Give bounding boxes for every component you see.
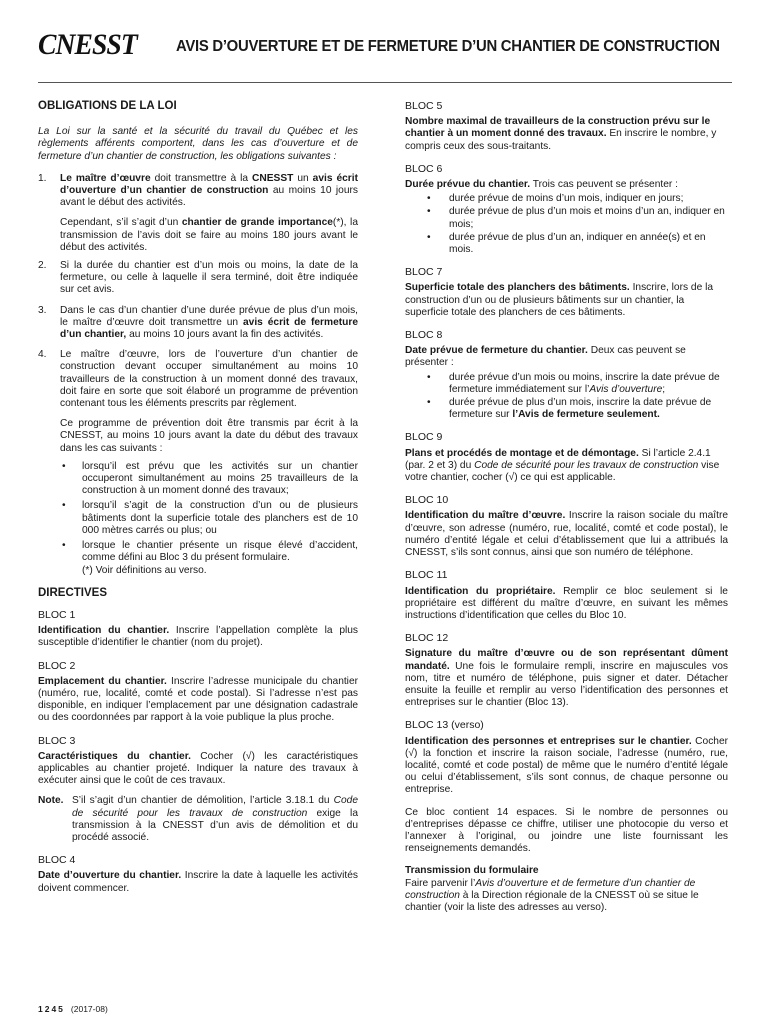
bloc-12-heading: BLOC 12 <box>405 632 449 645</box>
document-title: AVIS D’OUVERTURE ET DE FERMETURE D’UN CHANTIER DE CONSTRUCTION <box>176 38 720 55</box>
bloc-3-text: Caractéristiques du chantier. Cocher (√) les caractéristiques applicables au chantier projeté. Indiquer la nature des travaux à exécuter ainsi que le coût de ces travaux. <box>38 750 359 787</box>
bloc-7-heading: BLOC 7 <box>405 266 443 279</box>
obligation-item-1: 1. Le maître d’œuvre doit transmettre à la CNESST un avis écrit d’ouverture d’un chantier de construction au moins 10 jours avant le début des activités. <box>38 172 358 209</box>
bloc-10-text: Identification du maître d’œuvre. Inscrire la raison sociale du maître d’œuvre, son adresse (numéro, rue, localité, comté et code postal), le numéro d’entité légale et celui d’établissement que lui a attribués la CNESST, s’ils sont connus, ainsi que son numéro de téléphone. <box>405 510 728 559</box>
header-divider <box>38 82 732 83</box>
bloc-8-heading: BLOC 8 <box>405 329 443 342</box>
bloc-13-extra-text: Ce bloc contient 14 espaces. Si le nombre de personnes ou d’entreprises dépasse ce chiffre, utiliser une photocopie du verso et l’annexer à l’original, ou joindre une liste fournissant les renseignements demandés. <box>405 806 728 855</box>
list-item: • durée prévue d’un mois ou moins, inscrire la date prévue de fermeture immédiatement sur l’Avis d’ouverture; <box>427 371 720 395</box>
transmission-heading: Transmission du formulaire <box>405 865 539 877</box>
obligation-item-1-note: Cependant, s’il s’agit d’un chantier de grande importance(*), la transmission de l’avis doit se faire au moins 180 jours avant le début des activités. <box>60 217 358 253</box>
bloc-12-text: Signature du maître d’œuvre ou de son représentant dûment mandaté. Une fois le formulaire rempli, inscrire en majuscules vos nom, titre et numéro de téléphone, puis signer et dater. Détacher ensuite la feuille et remplir au verso l’identification des personnes et entreprises sur le chantier (Bloc 13). <box>405 648 728 709</box>
bloc-4-heading: BLOC 4 <box>38 854 76 867</box>
form-date: (2017-08) <box>70 1004 108 1014</box>
bloc-5-heading: BLOC 5 <box>405 100 443 112</box>
list-item: • durée prévue de moins d’un mois, indiquer en jours; <box>427 193 684 205</box>
list-item: • durée prévue de plus d’un an, indiquer en année(s) et en mois. <box>427 231 706 256</box>
bloc-7-text: Superficie totale des planchers des bâtiments. Inscrire, lors de la construction d’un ou de plusieurs bâtiments sur un chantier, la superficie totale des planchers de ces bâtiments. <box>405 282 713 318</box>
law-intro: La Loi sur la santé et la sécurité du travail du Québec et les règlements afférents comportent, dans les cas d’ouverture et de fermeture d’un chantier de construction, les obligations suivantes : <box>38 126 358 162</box>
right-column <box>405 96 728 920</box>
bloc-2-heading: BLOC 2 <box>38 659 76 672</box>
demolition-note: Note. S’il s’agit d’un chantier de démolition, l’article 3.18.1 du Code de sécurité pour les travaux de construction exige la transmission à la CNESST d’un avis de démolition et du procédé associé. <box>38 795 358 843</box>
cnesst-logo: CNESST <box>38 28 137 61</box>
bloc-11-heading: BLOC 11 <box>405 569 448 582</box>
obligation-item-3: 3. Dans le cas d’un chantier d’une durée prévue de plus d’un mois, le maître d’œuvre doit transmettre un avis écrit de fermeture d’un chantier, au moins 10 jours avant la fin des activités. <box>38 304 358 341</box>
bloc-13-heading: BLOC 13 (verso) <box>405 719 484 732</box>
header <box>38 28 738 72</box>
bloc-1-text: Identification du chantier. Inscrire l’appellation complète la plus susceptible d’identifier le chantier (nom du projet). <box>38 625 359 649</box>
obligations-heading: OBLIGATIONS DE LA LOI <box>38 100 177 112</box>
list-item: • lorsque le chantier présente un risque élevé d’accident, comme défini au Bloc 3 du présent formulaire. (*) Voir définitions au verso. <box>62 540 358 576</box>
bloc-9-text: Plans et procédés de montage et de démontage. Si l’article 2.4.1 (par. 2 et 3) du Code de sécurité pour les travaux de construction vise votre chantier, cocher (√) ce qui est applicable. <box>405 447 720 484</box>
transmission-text: Faire parvenir l’Avis d’ouverture et de fermeture d’un chantier de construction à la Direction régionale de la CNESST où se situe le chantier (voir la liste des adresses au verso). <box>405 877 699 913</box>
bloc-1-heading: BLOC 1 <box>38 608 76 621</box>
obligation-item-2: 2. Si la durée du chantier est d’un mois ou moins, la date de la fermeture, ou celle à laquelle il sera terminé, doit être indiquée sur cet avis. <box>38 260 358 296</box>
left-column <box>38 96 358 901</box>
bloc-8-text: Date prévue de fermeture du chantier. Deux cas peuvent se présenter : <box>405 345 686 369</box>
bloc-3-heading: BLOC 3 <box>38 734 76 747</box>
bloc-9-heading: BLOC 9 <box>405 431 443 444</box>
list-item: • durée prévue de plus d’un mois et moins d’un an, indiquer en mois; <box>427 206 725 230</box>
bloc-4-text: Date d’ouverture du chantier. Inscrire la date à laquelle les activités doivent commencer. <box>38 870 358 894</box>
obligation-item-4: 4. Le maître d’œuvre, lors de l’ouverture d’un chantier de construction devant occuper simultanément au moins 10 travailleurs de la construction à un moment donné des travaux, doit faire en sorte que soit élaboré un programme de prévention contenant tous les éléments prescrits par règlement. <box>38 349 358 410</box>
bloc-2-text: Emplacement du chantier. Inscrire l’adresse municipale du chantier (numéro, rue, localité, comté et code postal). Si l’adresse n’est pas disponible, en indiquer l’emplacement par une désignation cadastrale ou des coordonnées par rapport à la voie publique la plus proche. <box>38 675 359 724</box>
obligation-item-4-note: Ce programme de prévention doit être transmis par écrit à la CNESST, au moins 10 jours avant la date du début des travaux dans les cas suivants : <box>60 418 358 454</box>
bloc-6-heading: BLOC 6 <box>405 162 443 175</box>
list-item: • durée prévue de plus d’un mois, inscrire la date prévue de fermeture sur l’Avis de fermeture seulement. <box>427 397 712 421</box>
bloc-5-text: Nombre maximal de travailleurs de la construction prévu sur le chantier à un moment donné des travaux. En inscrire le nombre, y compris ceux des sous-traitants. <box>405 116 717 152</box>
definitions-footnote: (*) Voir définitions au verso. <box>82 564 207 576</box>
bloc-10-heading: BLOC 10 <box>405 494 449 507</box>
form-code: 1245 <box>38 1004 65 1014</box>
bloc-6-text: Durée prévue du chantier. Trois cas peuvent se présenter : <box>405 179 678 191</box>
bloc-11-text: Identification du propriétaire. Remplir ce bloc seulement si le propriétaire est différent du maître d’œuvre, en suivant les mêmes instructions d’identification que celles du Bloc 10. <box>405 585 728 621</box>
directives-heading: DIRECTIVES <box>38 586 108 599</box>
list-item: • lorsqu’il est prévu que les activités sur un chantier occuperont simultanément au moins 25 travailleurs de la construction à un moment donné des travaux; <box>62 460 358 497</box>
bloc-13-text: Identification des personnes et entreprises sur le chantier. Cocher (√) la fonction et inscrire la raison sociale, l’adresse (numéro, rue, localité, comté et code postal) de même que le numéro d’entité légale ou celui d’établissement, s’ils sont connus, de chaque personne ou entreprise. <box>405 735 729 796</box>
form-footer <box>38 1004 108 1014</box>
list-item: • lorsqu’il s’agit de la construction d’un ou de plusieurs bâtiments dont la superficie totale des planchers est de 10 000 mètres carrés ou plus; ou <box>62 500 358 536</box>
